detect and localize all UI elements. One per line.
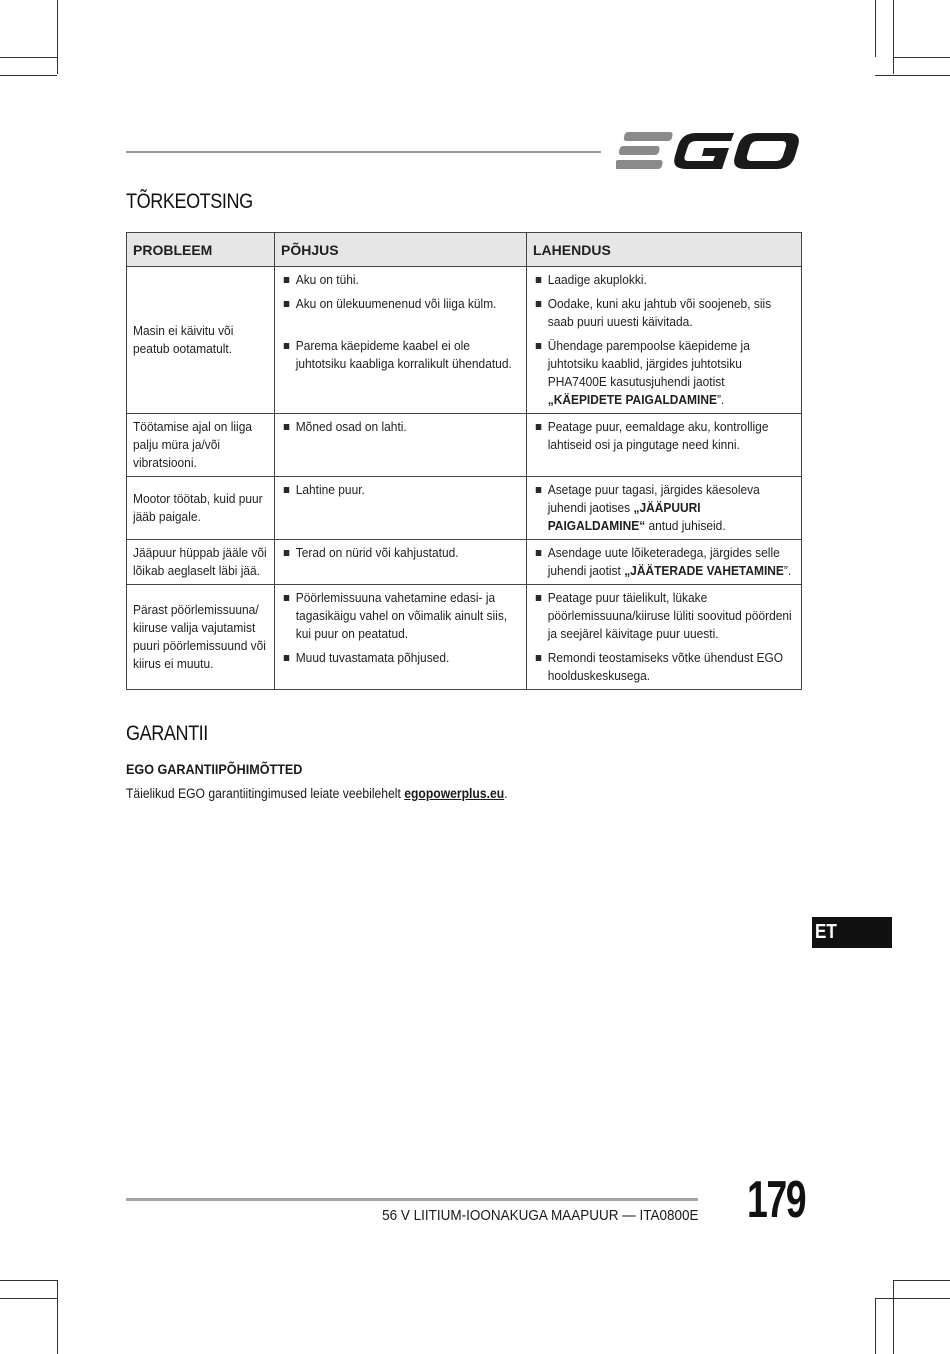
list-item: Peatage puur täielikult, lükake pöörlemissuuna/kiiruse lüliti soovitud pöördeni ja seejärel käivitage puur uuesti.	[533, 589, 793, 643]
list-item: Lahtine puur.	[281, 481, 518, 499]
cause-cell	[275, 267, 527, 414]
list-item: Ühendage parempoolse käepideme ja juhtotsiku kaablid, järgides juhtotsiku PHA7400E kasutusjuhendi jaotist „KÄEPIDETE PAIGALDAMINE”.	[533, 337, 793, 409]
warranty-link[interactable]: egopowerplus.eu	[404, 786, 505, 801]
crop-mark	[0, 1298, 57, 1299]
list-item: Aku on tühi.	[281, 271, 518, 289]
warranty-text: Täielikud EGO garantiitingimused leiate veebilehelt egopowerplus.eu.	[126, 786, 508, 801]
solution-cell	[527, 414, 802, 477]
crop-mark	[57, 1280, 58, 1354]
list-item: Muud tuvastamata põhjused.	[281, 649, 518, 667]
ego-logo	[616, 128, 802, 174]
warranty-subtitle: EGO GARANTIIPÕHIMÕTTED	[126, 761, 303, 777]
column-header: LAHENDUS	[527, 233, 802, 267]
cause-cell	[275, 414, 527, 477]
language-tab: ET	[812, 917, 892, 948]
list-item: Oodake, kuni aku jahtub või soojeneb, siis saab puuri uuesti käivitada.	[533, 295, 793, 331]
table-header-row	[127, 233, 802, 267]
problem-cell: Pärast pöörlemissuuna/ kiiruse valija vajutamist puuri pöörlemissuund või kiirus ei muutu.	[127, 585, 275, 690]
page-number: 179	[747, 1171, 806, 1229]
crop-mark	[57, 0, 58, 74]
crop-mark	[893, 57, 950, 58]
list-item: Laadige akuplokki.	[533, 271, 793, 289]
crop-mark	[875, 0, 876, 57]
column-header: PROBLEEM	[127, 233, 275, 267]
header-rule	[126, 151, 601, 153]
crop-mark	[893, 0, 894, 74]
footer-product: 56 V LIITIUM-IOONAKUGA MAAPUUR — ITA0800E	[381, 1207, 698, 1224]
troubleshooting-table	[126, 232, 802, 690]
list-item: Peatage puur, eemaldage aku, kontrollige lahtiseid osi ja pingutage need kinni.	[533, 418, 793, 454]
table-row	[127, 585, 802, 690]
solution-cell	[527, 477, 802, 540]
solution-cell	[527, 540, 802, 585]
solution-cell	[527, 585, 802, 690]
list-item: Asetage puur tagasi, järgides käesoleva juhendi jaotises „JÄÄPUURI PAIGALDAMINE“ antud juhiseid.	[533, 481, 793, 535]
problem-cell: Mootor töötab, kuid puur jääb paigale.	[127, 477, 275, 540]
cause-cell	[275, 585, 527, 690]
problem-cell: Jääpuur hüppab jääle või lõikab aeglaselt läbi jää.	[127, 540, 275, 585]
crop-mark	[893, 1280, 894, 1354]
list-item: Parema käepideme kaabel ei ole juhtotsiku kaabliga korralikult ühendatud.	[281, 337, 518, 373]
cause-cell	[275, 540, 527, 585]
crop-mark	[0, 75, 57, 76]
problem-cell: Töötamise ajal on liiga palju müra ja/või vibratsiooni.	[127, 414, 275, 477]
list-item: Asendage uute lõiketeradega, järgides selle juhendi jaotist „JÄÄTERADE VAHETAMINE”.	[533, 544, 793, 580]
table-row	[127, 540, 802, 585]
crop-mark	[0, 57, 57, 58]
crop-mark	[875, 75, 950, 76]
list-item: Pöörlemissuuna vahetamine edasi- ja tagasikäigu vahel on võimalik ainult siis, kui puur on peatatud.	[281, 589, 518, 643]
column-header: PÕHJUS	[275, 233, 527, 267]
list-item: Remondi teostamiseks võtke ühendust EGO hoolduskeskusega.	[533, 649, 793, 685]
table-row	[127, 477, 802, 540]
table-row	[127, 267, 802, 414]
problem-cell: Masin ei käivitu või peatub ootamatult.	[127, 267, 275, 414]
crop-mark	[875, 1298, 950, 1299]
list-item: Mõned osad on lahti.	[281, 418, 518, 436]
footer-rule	[126, 1198, 698, 1201]
table-row	[127, 414, 802, 477]
crop-mark	[875, 1298, 876, 1354]
crop-mark	[0, 1280, 57, 1281]
crop-mark	[893, 1280, 950, 1281]
cause-cell	[275, 477, 527, 540]
list-item: Aku on ülekuumenenud või liiga külm.	[281, 295, 518, 313]
warranty-title: GARANTII	[126, 722, 208, 745]
troubleshooting-title: TÕRKEOTSING	[126, 190, 253, 213]
solution-cell	[527, 267, 802, 414]
list-item: Terad on nürid või kahjustatud.	[281, 544, 518, 562]
